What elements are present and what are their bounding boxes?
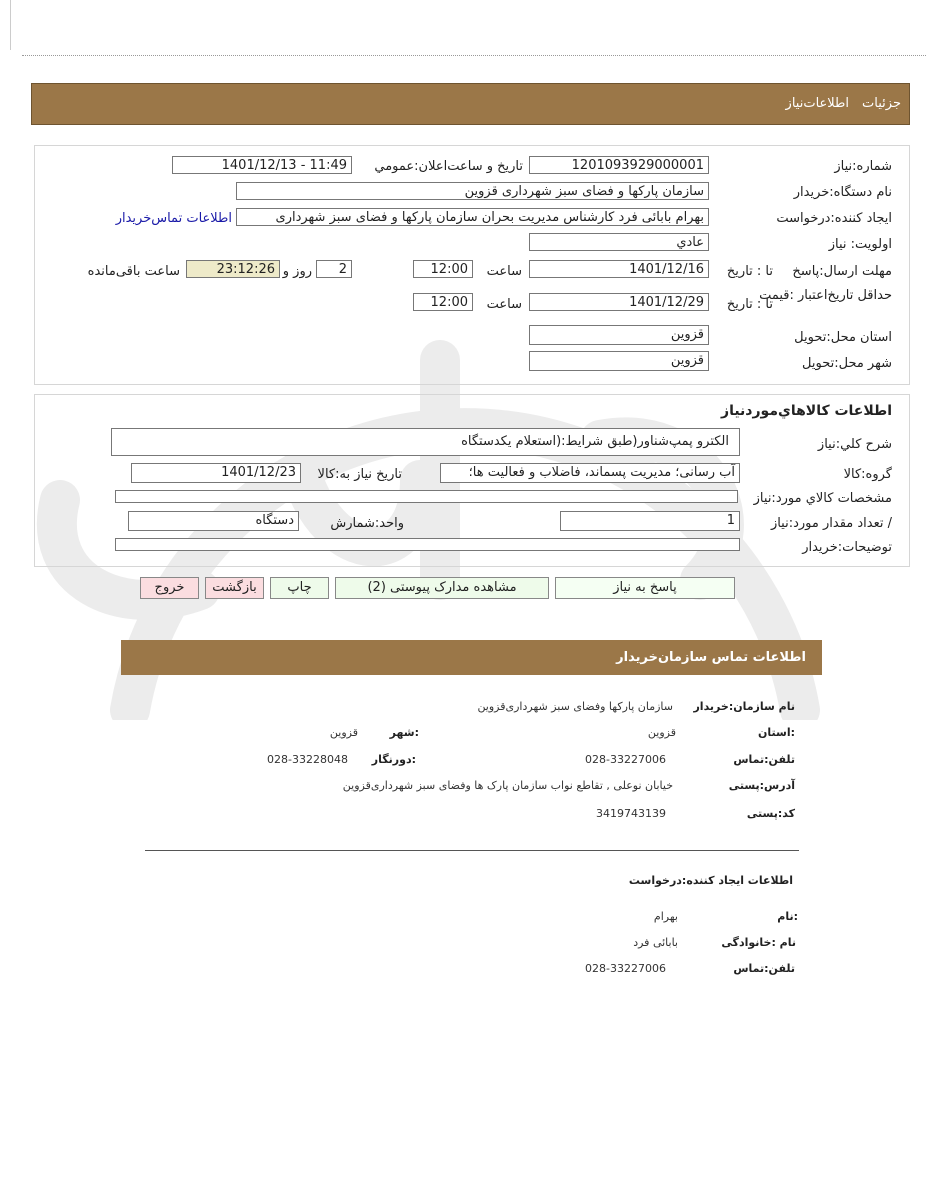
postal-code-label: کد‌:پستی <box>746 807 795 820</box>
back-button[interactable]: بازگشت <box>205 577 264 599</box>
postal-code-value: 3419743139 <box>596 807 666 820</box>
need-number-field: 1201093929000001 <box>529 156 709 174</box>
description-label: شرح کلي‌:نیاز <box>817 437 892 452</box>
contact-city-value: قزوین <box>329 726 358 739</box>
validity-time-label: ساعت <box>486 297 522 312</box>
tab-need-info[interactable]: اطلاعات‌نیاز <box>785 96 849 111</box>
requester-phone-value: 028-33227006 <box>585 962 666 975</box>
unit-label: واحد‌:شمارش <box>330 516 404 531</box>
need-number-label: شماره‌:نیاز <box>834 159 892 174</box>
left-border-line <box>10 0 11 50</box>
fax-label: :دورنگار <box>371 753 416 766</box>
priority-field: عادي <box>529 233 709 251</box>
goods-spec-label: مشخصات کالاي مورد‌:نیاز <box>753 491 892 506</box>
delivery-city-field: قزوین <box>529 351 709 371</box>
deadline-time-label: ساعت <box>486 264 522 279</box>
org-name-label: نام سازمان‌:خریدار <box>693 700 795 713</box>
description-field: الکترو پمپ‌شناور(طبق شرایط:(استعلام یکدستگاه <box>111 428 740 456</box>
buyer-contact-link[interactable]: اطلاعات تماس‌خریدار <box>115 211 232 226</box>
announce-date-field: 1401/12/13 - 11:49 <box>172 156 352 174</box>
price-validity-label: حداقل تاریخ‌اعتبار :قیمت <box>759 288 892 303</box>
contact-province-value: قزوین <box>647 726 676 739</box>
org-name-value: سازمان پارکها وفضای سبز شهرداری‌قزوین <box>477 700 673 713</box>
creator-label: ایجاد کننده‌:درخواست <box>776 211 892 226</box>
fax-value: 028-33228048 <box>267 753 348 766</box>
contact-province-label: :استان <box>758 726 795 739</box>
remaining-time-label: ساعت باقی‌مانده <box>87 264 180 279</box>
delivery-province-label: استان محل‌:تحویل <box>794 330 892 345</box>
requester-name-value: بهرام <box>653 910 678 923</box>
buyer-contact-header <box>121 640 822 675</box>
priority-label: اولویت: نیاز <box>828 237 892 252</box>
requester-family-value: بابائی فرد <box>633 936 678 949</box>
requester-family-label: نام :خانوادگی <box>721 936 796 949</box>
goods-spec-field <box>115 490 738 503</box>
deadline-to-date-label: تا : تاریخ <box>726 264 773 279</box>
announce-date-label: تاریخ و ساعت‌اعلان‌:عمومي <box>374 159 523 174</box>
validity-time-field: 12:00 <box>413 293 473 311</box>
quantity-label: / تعداد مقدار مورد‌:نیاز <box>770 516 892 531</box>
delivery-city-label: شهر محل‌:تحویل <box>802 356 892 371</box>
delivery-province-field: قزوین <box>529 325 709 345</box>
deadline-time-field: 12:00 <box>413 260 473 278</box>
goods-group-label: گروه‌:کالا <box>843 467 892 482</box>
validity-to-date-label: تا : تاریخ <box>726 297 773 312</box>
top-dotted-divider <box>22 55 926 56</box>
goods-group-field: آب رسانی؛ مدیریت پسماند، فاضلاب و فعالیت ها؛ <box>440 463 740 483</box>
buyer-contact-title: اطلاعات تماس سازمان‌خریدار <box>616 650 806 665</box>
quantity-field: 1 <box>560 511 740 531</box>
buyer-notes-label: توضیحات‌:خریدار <box>802 540 892 555</box>
unit-field: دستگاه <box>128 511 299 531</box>
postal-address-value: خیابان نوعلی , تقاطع نواب سازمان پارک ها وفضای سبز شهرداری‌قزوین <box>342 779 673 792</box>
contact-phone-value: 028-33227006 <box>585 753 666 766</box>
deadline-date-field: 1401/12/16 <box>529 260 709 278</box>
exit-button[interactable]: خروج <box>140 577 199 599</box>
buyer-org-field: سازمان پارکها و فضای سبز شهرداری قزوین <box>236 182 709 200</box>
need-date-label: تاریخ نیاز به‌:کالا <box>317 467 402 482</box>
remaining-days-field: 2 <box>316 260 352 278</box>
requester-name-label: :نام <box>777 910 798 923</box>
requester-section-title: اطلاعات ایجاد کننده‌:درخواست <box>628 874 793 887</box>
print-button[interactable]: چاپ <box>270 577 329 599</box>
page-header-bar <box>31 83 910 125</box>
validity-date-field: 1401/12/29 <box>529 293 709 311</box>
creator-field: بهرام بابائی فرد کارشناس مدیریت بحران سازمان پارکها و فضای سبز شهرداری <box>236 208 709 226</box>
deadline-label: مهلت ارسال‌:پاسخ <box>792 264 892 279</box>
tab-details[interactable]: جزئیات <box>862 96 901 111</box>
remaining-time-field: 23:12:26 <box>186 260 280 278</box>
contact-city-label: :شهر <box>389 726 419 739</box>
buyer-notes-field <box>115 538 740 551</box>
view-attachments-button[interactable]: مشاهده مدارک پیوستی (2) <box>335 577 549 599</box>
remaining-days-label: روز و <box>282 264 312 279</box>
reply-button[interactable]: پاسخ به نیاز <box>555 577 735 599</box>
postal-address-label: آدرس‌:پستی <box>728 779 795 792</box>
need-date-field: 1401/12/23 <box>131 463 301 483</box>
contact-phone-label: تلفن‌:تماس <box>733 753 795 766</box>
requester-phone-label: تلفن‌:تماس <box>733 962 795 975</box>
contact-divider <box>145 850 799 851</box>
buyer-org-label: نام دستگاه‌:خریدار <box>793 185 892 200</box>
goods-section-title: اطلاعات کالاهاي‌موردنیاز <box>721 403 892 419</box>
